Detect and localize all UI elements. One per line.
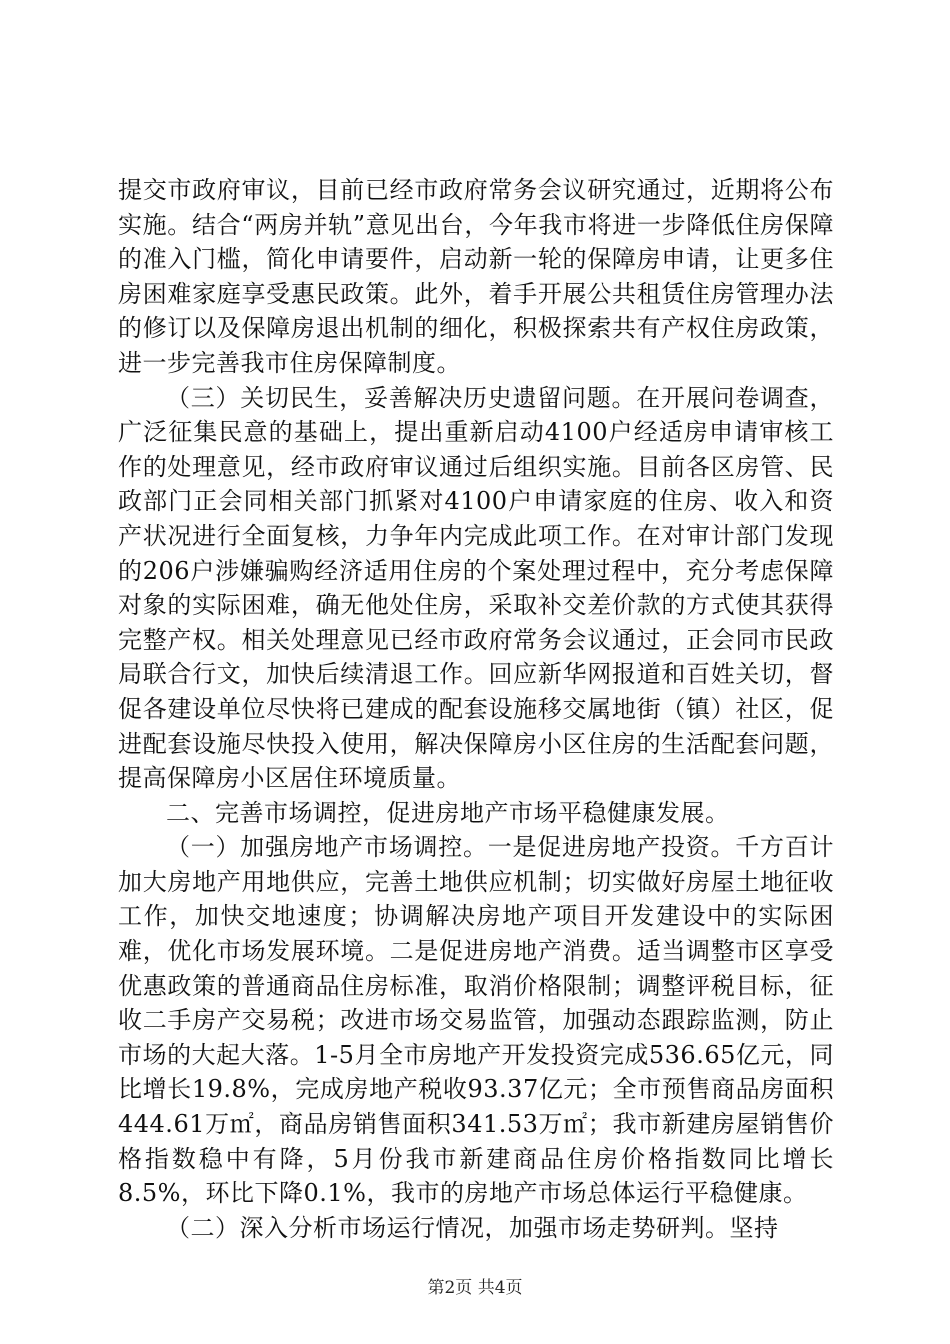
paragraph-2: （三）关切民生，妥善解决历史遗留问题。在开展问卷调查，广泛征集民意的基础上，提出重新启动4100户经适房申请审核工作的处理意见，经市政府审议通过后组织实施。目前各区房管、民政部门正会同相关部门抓紧对4100户申请家庭的住房、收入和资产状况进行全面复核，力争年内完成此项工作。在对审计部门发现的206户涉嫌骗购经济适用住房的个案处理过程中，充分考虑保障对象的实际困难，确无他处住房，采取补交差价款的方式使其获得完整产权。相关处理意见已经市政府常务会议通过，正会同市民政局联合行文，加快后续清退工作。回应新华网报道和百姓关切，督促各建设单位尽快将已建成的配套设施移交属地街（镇）社区，促进配套设施尽快投入使用，解决保障房小区住房的生活配套问题，提高保障房小区居住环境质量。 [118, 383, 834, 793]
paragraph-3: （一）加强房地产市场调控。一是促进房地产投资。千方百计加大房地产用地供应，完善土地供应机制；切实做好房屋土地征收工作，加快交地速度；协调解决房地产项目开发建设中的实际困难，优化市场发展环境。二是促进房地产消费。适当调整市区享受优惠政策的普通商品住房标准，取消价格限制；调整评税目标，征收二手房产交易税；改进市场交易监管，加强动态跟踪监测，防止市场的大起大落。1-5月全市房地产开发投资完成536.65亿元，同比增长19.8%，完成房地产税收93.37亿元；全市预售商品房面积444.61万㎡，商品房销售面积341.53万㎡；我市新建房屋销售价格指数稳中有降，5月份我市新建商品住房价格指数同比增长8.5%，环比下降0.1%，我市的房地产市场总体运行平稳健康。 [118, 833, 834, 1208]
paragraph-1: 提交市政府审议，目前已经市政府常务会议研究通过，近期将公布实施。结合“两房并轨”意见出台，今年我市将进一步降低住房保障的准入门槛，简化申请要件，启动新一轮的保障房申请，让更多住房困难家庭享受惠民政策。此外，着手开展公共租赁住房管理办法的修订以及保障房退出机制的细化，积极探索共有产权住房政策，进一步完善我市住房保障制度。 [118, 176, 834, 377]
page-footer: 第2页 共4页 [427, 1278, 523, 1298]
section-heading: 二、完善市场调控，促进房地产市场平稳健康发展。 [166, 798, 730, 827]
document-body [118, 173, 834, 1245]
paragraph-4: （二）深入分析市场运行情况，加强市场走势研判。坚持 [166, 1213, 779, 1242]
